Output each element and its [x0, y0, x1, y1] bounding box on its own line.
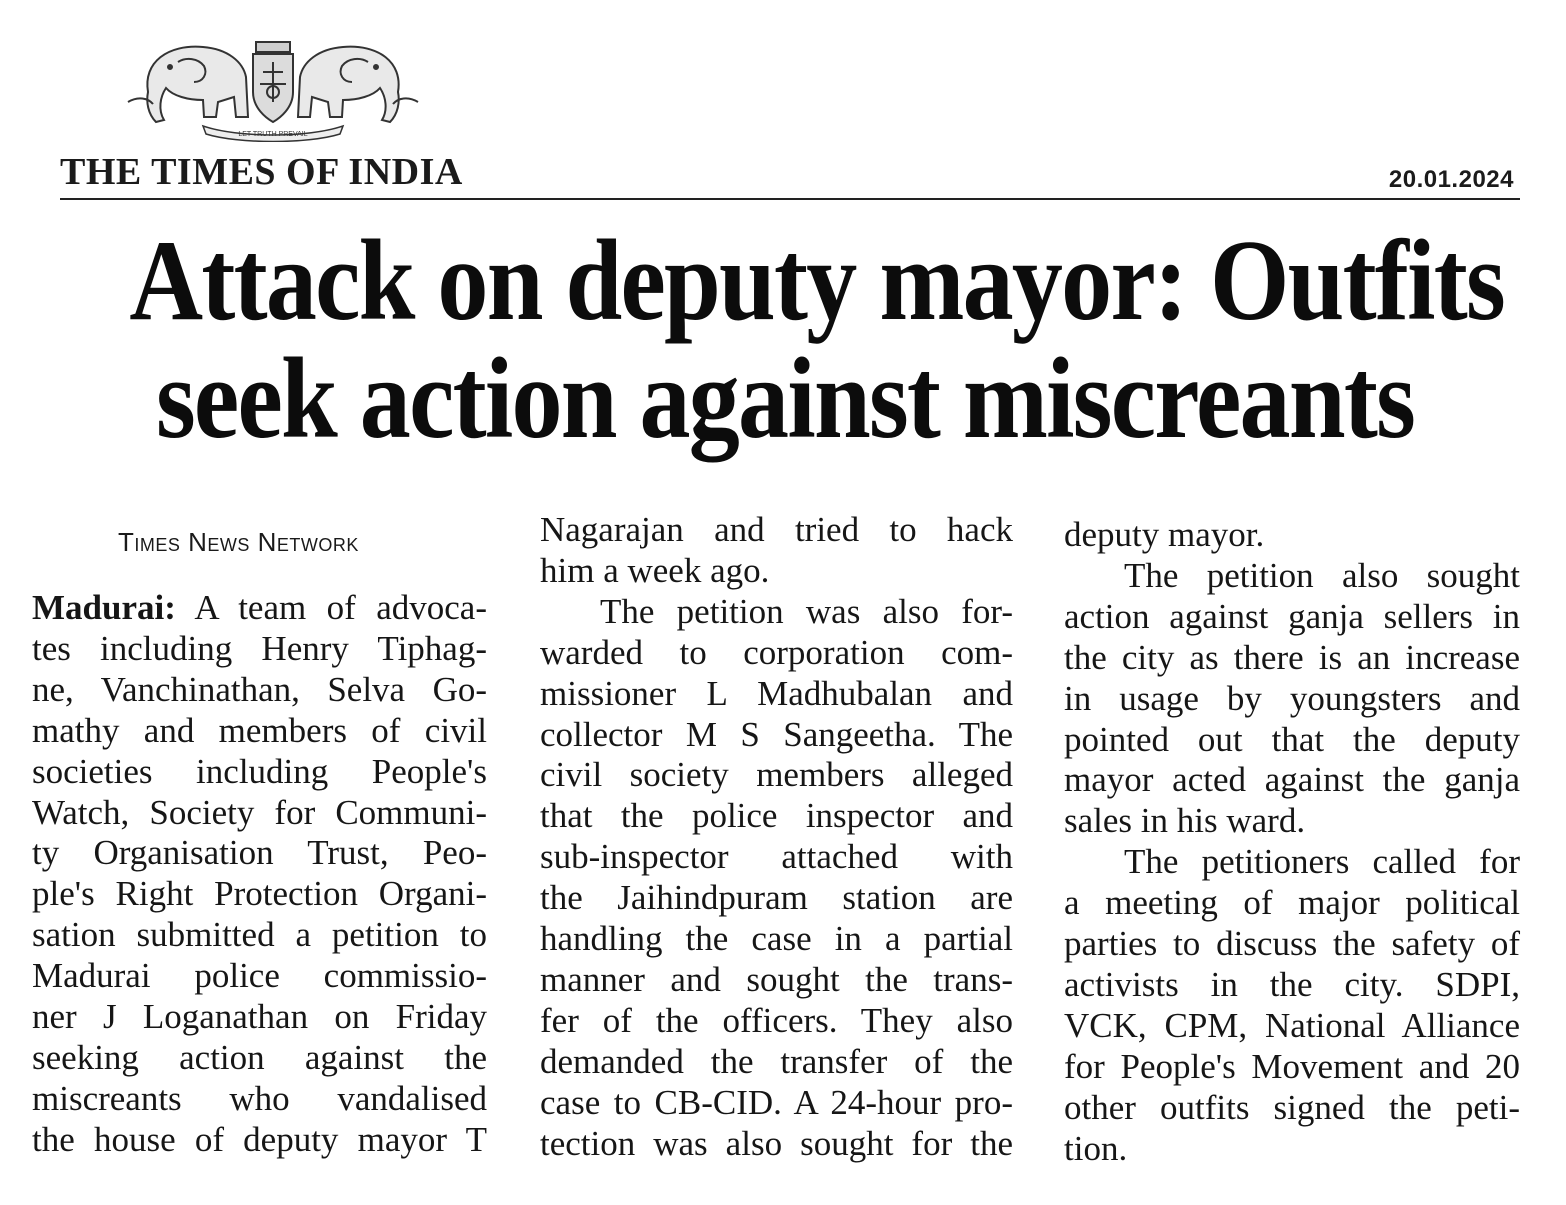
body-line: societies including People's — [32, 751, 487, 791]
newspaper-name: THE TIMES OF INDIA — [60, 151, 463, 193]
body-line: ne, Vanchinathan, Selva Go- — [32, 669, 487, 709]
body-line: ty Organisation Trust, Peo- — [32, 833, 487, 873]
body-line: tection was also sought for the — [540, 1123, 1013, 1163]
headline — [129, 217, 1504, 463]
body-line: manner and sought the trans- — [540, 959, 1013, 999]
headline-line-2: seek action against miscreants — [155, 335, 1415, 463]
article-column-2 — [540, 510, 1013, 1165]
masthead-rule — [60, 198, 1520, 200]
body-line: the city as there is an increase — [1064, 637, 1520, 677]
body-line: The petition was also for- — [600, 591, 1013, 631]
elephant-crest-icon — [108, 22, 438, 142]
body-line: The petitioners called for — [1124, 842, 1520, 882]
body-line: The petition also sought — [1124, 555, 1520, 595]
body-line: for People's Movement and 20 — [1064, 1046, 1520, 1086]
body-line: miscreants who vandalised — [32, 1078, 487, 1118]
body-line: action against ganja sellers in — [1064, 596, 1520, 636]
body-line: warded to corporation com- — [540, 632, 1013, 672]
article-column-3 — [1064, 515, 1520, 1170]
body-line: other outfits signed the peti- — [1064, 1087, 1520, 1127]
body-line: missioner L Madhubalan and — [540, 673, 1013, 713]
body-line: ple's Right Protection Organi- — [32, 874, 487, 914]
body-line: him a week ago. — [540, 550, 770, 590]
body-line: in usage by youngsters and — [1064, 678, 1520, 718]
body-line: a meeting of major political — [1064, 883, 1520, 923]
body-line: demanded the transfer of the — [540, 1041, 1013, 1081]
body-line: the house of deputy mayor T — [32, 1119, 487, 1159]
body-line: Watch, Society for Communi- — [32, 792, 487, 832]
dateline: Madurai: — [32, 588, 176, 627]
body-line: seeking action against the — [32, 1037, 487, 1077]
body-line: sub-inspector attached with — [540, 837, 1013, 877]
publication-date: 20.01.2024 — [1388, 166, 1514, 193]
body-line: mayor acted against the ganja — [1064, 760, 1520, 800]
headline-line-1: Attack on deputy mayor: Outfits — [129, 217, 1504, 345]
body-line: collector M S Sangeetha. The — [540, 714, 1013, 754]
body-line: Nagarajan and tried to hack — [540, 510, 1013, 549]
body-line: tion. — [1064, 1128, 1128, 1168]
body-line: parties to discuss the safety of — [1064, 924, 1520, 964]
body-line: VCK, CPM, National Alliance — [1064, 1005, 1520, 1045]
emblem-motto: LET TRUTH PREVAIL — [238, 131, 308, 138]
body-line: tes including Henry Tiphag- — [32, 628, 487, 668]
body-line: fer of the officers. They also — [540, 1000, 1013, 1040]
body-line: civil society members alleged — [540, 755, 1013, 795]
body-line: that the police inspector and — [540, 796, 1013, 836]
body-line: ner J Loganathan on Friday — [32, 997, 487, 1037]
body-line: Madurai: A team of advoca- — [32, 588, 487, 627]
body-line: deputy mayor. — [1064, 515, 1265, 554]
body-line: case to CB-CID. A 24-hour pro- — [540, 1082, 1013, 1122]
body-line: sales in his ward. — [1064, 801, 1306, 841]
body-line: handling the case in a partial — [540, 919, 1013, 959]
body-line: pointed out that the deputy — [1064, 719, 1520, 759]
article-column-1 — [32, 588, 487, 1161]
body-line: activists in the city. SDPI, — [1064, 964, 1520, 1004]
byline: Times News Network — [118, 527, 359, 557]
body-line: mathy and members of civil — [32, 710, 487, 750]
body-line: the Jaihindpuram station are — [540, 878, 1013, 918]
body-line: Madurai police commissio- — [32, 956, 487, 996]
body-line: sation submitted a petition to — [32, 915, 487, 955]
